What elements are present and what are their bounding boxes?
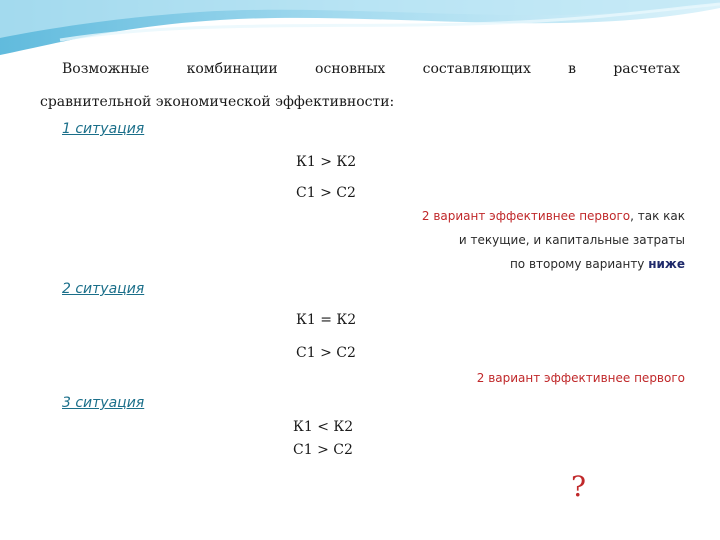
situation-1-conclusion-line-3	[510, 257, 685, 271]
conclusion-text: по второму варианту	[509, 257, 649, 271]
situation-1-conclusion-line-2: и текущие, и капитальные затраты	[458, 233, 685, 247]
intro-word: комбинации	[186, 61, 278, 77]
conclusion-highlight: 2 вариант эффективнее первого	[476, 371, 685, 385]
situation-3-formula-k: К1 < К2	[293, 419, 354, 435]
situation-2-label: 2 ситуация	[62, 281, 145, 297]
question-mark: ?	[571, 470, 587, 503]
intro-word: основных	[315, 61, 386, 77]
intro-word: расчетах	[613, 61, 680, 77]
intro-word: составляющих	[422, 61, 531, 77]
situation-1-formula-c: С1 > С2	[296, 185, 356, 201]
situation-1-conclusion-line-1	[422, 209, 685, 223]
conclusion-highlight: 2 вариант эффективнее первого	[421, 209, 631, 223]
intro-line-2: сравнительной экономической эффективности:	[40, 94, 395, 110]
situation-2-formula-c: С1 > С2	[296, 345, 356, 361]
header-wave-decoration	[0, 0, 720, 70]
intro-line-1	[62, 61, 680, 77]
situation-2-formula-k: К1 = К2	[296, 312, 357, 328]
situation-1-label: 1 ситуация	[62, 121, 145, 137]
intro-word: Возможные	[62, 61, 150, 77]
situation-2-conclusion	[477, 371, 685, 385]
intro-word: в	[568, 61, 577, 77]
situation-1-formula-k: К1 > К2	[296, 154, 357, 170]
conclusion-text: , так как	[630, 209, 685, 223]
situation-3-formula-c: С1 > С2	[293, 442, 353, 458]
situation-3-label: 3 ситуация	[62, 395, 145, 411]
conclusion-emphasis: ниже	[648, 257, 685, 271]
